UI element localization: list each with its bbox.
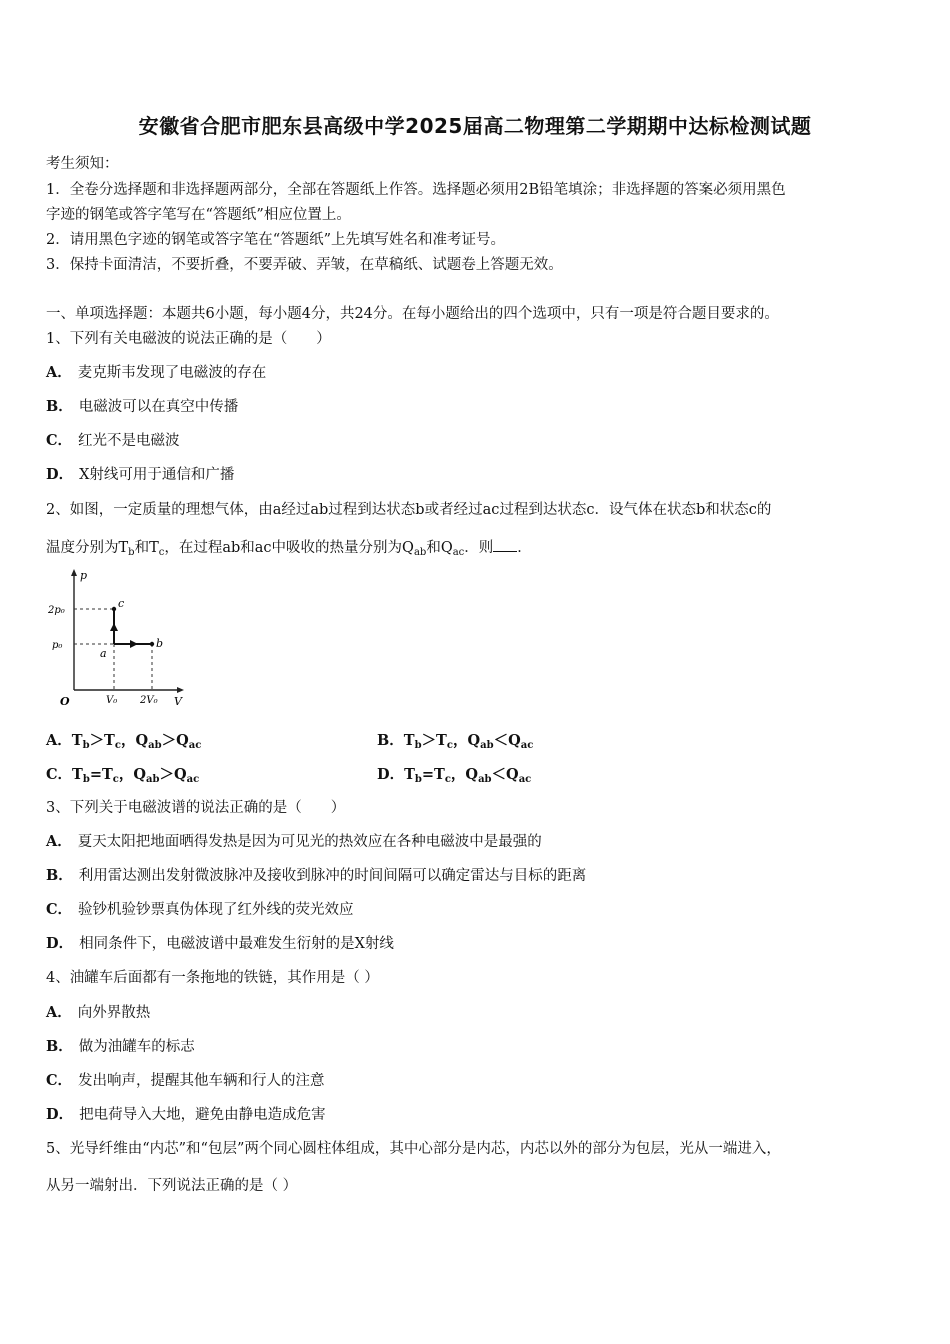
p-axis-arrow	[71, 569, 77, 576]
answer-blank	[493, 539, 517, 552]
q4-option-a: A． 向外界散热	[46, 1004, 151, 1021]
axis-label-v: V	[174, 695, 182, 705]
q4-option-b: B． 做为油罐车的标志	[46, 1038, 195, 1055]
tick-v0: V₀	[106, 695, 118, 705]
tick-2v0: 2V₀	[140, 695, 158, 705]
point-c	[112, 607, 116, 611]
process-ab-arrow	[130, 640, 138, 648]
v-axis-arrow	[177, 687, 184, 693]
question-5-stem-line2: 从另一端射出．下列说法正确的是（ ）	[46, 1178, 298, 1194]
label-a: a	[100, 647, 107, 660]
q1-option-b: B． 电磁波可以在真空中传播	[46, 398, 239, 415]
label-c: c	[118, 597, 125, 610]
origin-label: O	[60, 695, 70, 705]
q1-option-c: C． 红光不是电磁波	[46, 432, 180, 449]
axis-label-p: p	[80, 569, 88, 582]
label-b: b	[156, 637, 164, 650]
notice-item: 3．保持卡面清洁，不要折叠，不要弄破、弄皱，在草稿纸、试题卷上答题无效。	[46, 257, 563, 273]
q1-option-a: A． 麦克斯韦发现了电磁波的存在	[46, 364, 267, 381]
question-1-stem: 1、下列有关电磁波的说法正确的是（ ）	[46, 331, 331, 347]
q3-option-c: C． 验钞机验钞票真伪体现了红外线的荧光效应	[46, 901, 354, 918]
q2-option-d: D．$T_b=T_c$，$Q_{ab}<Q_{ac}$	[377, 766, 532, 785]
q3-option-d: D． 相同条件下，电磁波谱中最难发生衍射的是X射线	[46, 935, 394, 952]
question-2-stem-line2: 温度分别为$T_b$和$T_c$，在过程ab和ac中吸收的热量分别为$Q_{ab}$和$Q_{ac}$．则 ．	[46, 540, 532, 558]
notice-item: 1．全卷分选择题和非选择题两部分，全部在答题纸上作答。选择题必须用2B铅笔填涂；非选择题的答案必须用黑色	[46, 182, 786, 198]
q2-option-c: C．$T_b=T_c$，$Q_{ab}>Q_{ac}$	[46, 766, 200, 785]
q2-option-a: A．$T_b>T_c$，$Q_{ab}>Q_{ac}$	[46, 732, 202, 751]
question-4-stem: 4、油罐车后面都有一条拖地的铁链，其作用是（ ）	[46, 970, 379, 986]
point-b	[150, 642, 154, 646]
q4-option-c: C． 发出响声，提醒其他车辆和行人的注意	[46, 1072, 325, 1089]
q1-option-d: D． X射线可用于通信和广播	[46, 466, 235, 483]
tick-p0: p₀	[52, 640, 63, 651]
process-ac-arrow	[110, 623, 118, 631]
notice-heading: 考生须知：	[46, 156, 119, 172]
notice-item: 2．请用黑色字迹的钢笔或答字笔在“答题纸”上先填写姓名和准考证号。	[46, 232, 506, 248]
page-title: 安徽省合肥市肥东县高级中学2025届高二物理第二学期期中达标检测试题	[138, 114, 812, 138]
tick-2p0: 2p₀	[48, 605, 65, 616]
question-2-stem-line1: 2、如图，一定质量的理想气体，由a经过ab过程到达状态b或者经过ac过程到达状态c．设气体在状态b和状态c的	[46, 502, 772, 518]
section-heading: 一、单项选择题：本题共6小题，每小题4分，共24分。在每小题给出的四个选项中，只有一项是符合题目要求的。	[46, 306, 779, 322]
notice-item: 字迹的钢笔或答字笔写在“答题纸”相应位置上。	[46, 207, 351, 223]
q4-option-d: D． 把电荷导入大地，避免由静电造成危害	[46, 1106, 326, 1123]
q2-option-b: B．$T_b>T_c$，$Q_{ab}<Q_{ac}$	[377, 732, 534, 751]
question-3-stem: 3、下列关于电磁波谱的说法正确的是（ ）	[46, 800, 346, 816]
q3-option-a: A． 夏天太阳把地面晒得发热是因为可见光的热效应在各种电磁波中是最强的	[46, 833, 542, 850]
q3-option-b: B． 利用雷达测出发射微波脉冲及接收到脉冲的时间间隔可以确定雷达与目标的距离	[46, 867, 587, 884]
question-5-stem-line1: 5、光导纤维由“内芯”和“包层”两个同心圆柱体组成，其中心部分是内芯，内芯以外的部分为包层，光从一端进入，	[46, 1141, 781, 1157]
pv-diagram	[40, 565, 190, 705]
